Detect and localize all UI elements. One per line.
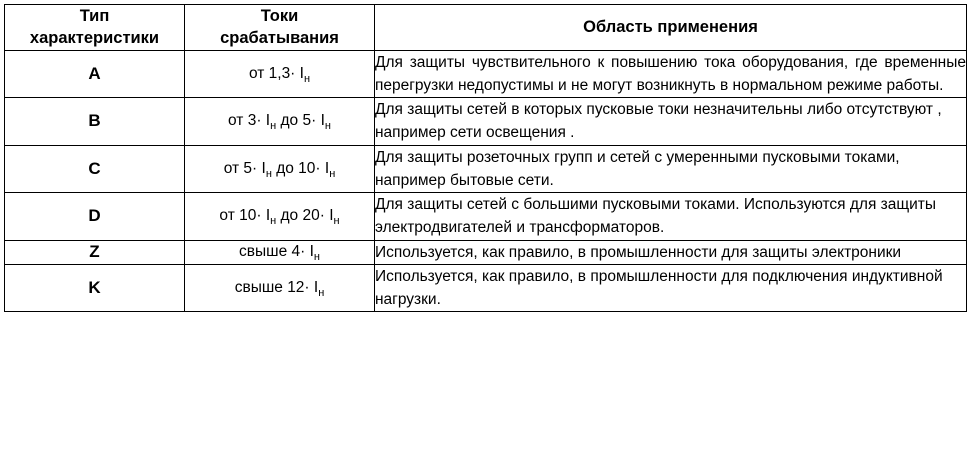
cell-current — [185, 98, 375, 146]
cell-current — [185, 264, 375, 312]
column-header-type-line1: Тип — [79, 7, 110, 25]
current-suffix: до 5· I — [276, 112, 325, 130]
column-header-type-line2: характеристики — [29, 29, 160, 48]
current-prefix: от 5· I — [223, 159, 266, 177]
current-prefix: от 3· I — [228, 112, 271, 130]
table-header-row — [5, 5, 967, 51]
area-text: Для защиты сетей в которых пусковые токи незначительны либо отсутствуют , например сети освещения . — [375, 101, 942, 142]
current-prefix: от 10· I — [219, 207, 271, 225]
current-subscript-2: н — [324, 120, 331, 133]
table-row — [5, 50, 967, 98]
cell-type: K — [5, 264, 185, 312]
cell-type: B — [5, 98, 185, 146]
cell-area — [375, 240, 967, 264]
cell-current — [185, 240, 375, 264]
current-prefix: свыше 12· I — [234, 279, 319, 297]
column-header-type — [5, 5, 185, 51]
cell-area — [375, 193, 967, 241]
area-text: Используется, как правило, в промышленности для защиты электроники — [375, 243, 902, 261]
table-row — [5, 98, 967, 146]
current-subscript: н — [270, 120, 277, 133]
cell-current — [185, 50, 375, 98]
cell-type: A — [5, 50, 185, 98]
cell-area — [375, 145, 967, 193]
cell-area — [375, 98, 967, 146]
cell-type: Z — [5, 240, 185, 264]
column-header-area: Область применения — [375, 5, 967, 51]
area-text: Для защиты розеточных групп и сетей с умеренными пусковыми токами, например бытовые сети. — [375, 148, 900, 189]
current-prefix: от 1,3· I — [248, 64, 304, 82]
current-subscript: н — [265, 167, 272, 180]
table-row — [5, 240, 967, 264]
cell-current — [185, 193, 375, 241]
table-body — [5, 50, 967, 312]
cell-type: D — [5, 193, 185, 241]
table-row — [5, 193, 967, 241]
current-subscript: н — [303, 72, 311, 85]
current-prefix: свыше 4· I — [239, 243, 314, 261]
table-row — [5, 264, 967, 312]
column-header-currents — [185, 5, 375, 51]
cell-type: C — [5, 145, 185, 193]
current-subscript: н — [313, 251, 320, 264]
column-header-currents-line1: Токи — [260, 7, 299, 25]
cell-area — [375, 50, 967, 98]
current-suffix: до 20· I — [276, 207, 334, 225]
area-text: Для защиты сетей с большими пусковыми токами. Используются для защиты электродвигателей и трансформаторов. — [375, 196, 937, 237]
column-header-currents-line2: срабатывания — [220, 29, 339, 48]
table-row — [5, 145, 967, 193]
current-subscript-2: н — [329, 167, 336, 180]
current-subscript: н — [270, 215, 277, 228]
breaker-characteristics-table — [4, 4, 967, 312]
cell-area — [375, 264, 967, 312]
current-suffix: до 10· I — [271, 159, 330, 177]
area-text: Используется, как правило, в промышленности для подключения индуктивной нагрузки. — [375, 267, 943, 309]
cell-current — [185, 145, 375, 193]
area-text: Для защиты чувствительного к повышению тока оборудования, где временные перегрузки недопустимы и не могут возникнуть в нормальном режиме работы. — [375, 53, 966, 94]
current-subscript: н — [318, 287, 325, 300]
current-subscript-2: н — [333, 215, 340, 228]
